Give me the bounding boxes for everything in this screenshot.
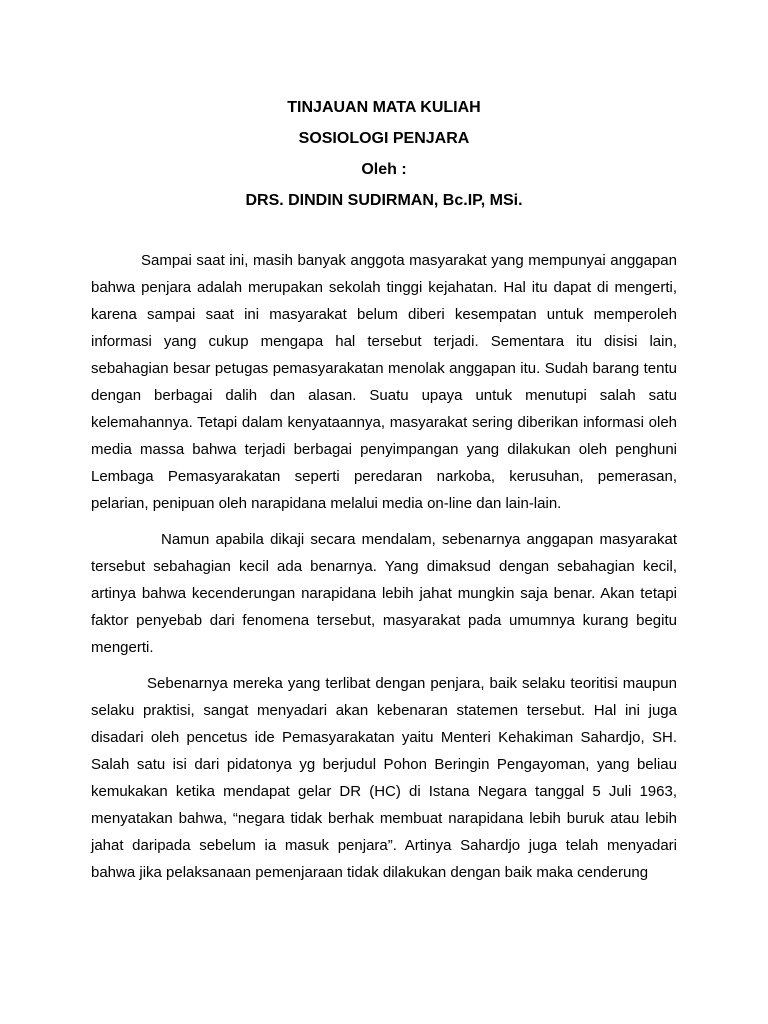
document-title: TINJAUAN MATA KULIAH xyxy=(287,99,481,116)
title-block xyxy=(0,92,768,216)
author-name: DRS. DINDIN SUDIRMAN, Bc.IP, MSi. xyxy=(245,192,523,209)
paragraph-1: Sampai saat ini, masih banyak anggota masyarakat yang mempunyai anggapan bahwa penjara adalah merupakan sekolah tinggi kejahatan. Hal itu dapat di mengerti, karena sampai saat ini masyarakat belum diberi kesempatan untuk memperoleh informasi yang cukup mengapa hal tersebut terjadi. Sementara itu disisi lain, sebahagian besar petugas pemasyarakatan menolak anggapan itu. Sudah barang tentu dengan berbagai dalih dan alasan. Suatu upaya untuk menutupi salah satu kelemahannya. Tetapi dalam kenyataannya, masyarakat sering diberikan informasi oleh media massa bahwa terjadi berbagai penyimpangan yang dilakukan oleh penghuni Lembaga Pemasyarakatan seperti peredaran narkoba, kerusuhan, pemerasan, pelarian, penipuan oleh narapidana melalui media on-line dan lain-lain. xyxy=(91,252,677,512)
paragraph-2: Namun apabila dikaji secara mendalam, sebenarnya anggapan masyarakat tersebut sebahagian kecil ada benarnya. Yang dimaksud dengan sebahagian kecil, artinya bahwa kecenderungan narapidana lebih jahat mungkin saja benar. Akan tetapi faktor penyebab dari fenomena tersebut, masyarakat pada umumnya kurang begitu mengerti. xyxy=(91,531,677,656)
document-body xyxy=(91,247,677,895)
paragraph-3: Sebenarnya mereka yang terlibat dengan penjara, baik selaku teoritisi maupun selaku praktisi, sangat menyadari akan kebenaran statemen tersebut. Hal ini juga disadari oleh pencetus ide Pemasyarakatan yaitu Menteri Kehakiman Sahardjo, SH. Salah satu isi dari pidatonya yg berjudul Pohon Beringin Pengayoman, yang beliau kemukakan ketika mendapat gelar DR (HC) di Istana Negara tanggal 5 Juli 1963, menyatakan bahwa, “negara tidak berhak membuat narapidana lebih buruk atau lebih jahat daripada sebelum ia masuk penjara”. Artinya Sahardjo juga telah menyadari bahwa jika pelaksanaan pemenjaraan tidak dilakukan dengan baik maka cenderung xyxy=(91,675,677,881)
author-intro: Oleh : xyxy=(361,161,407,178)
document-subtitle: SOSIOLOGI PENJARA xyxy=(298,130,470,147)
